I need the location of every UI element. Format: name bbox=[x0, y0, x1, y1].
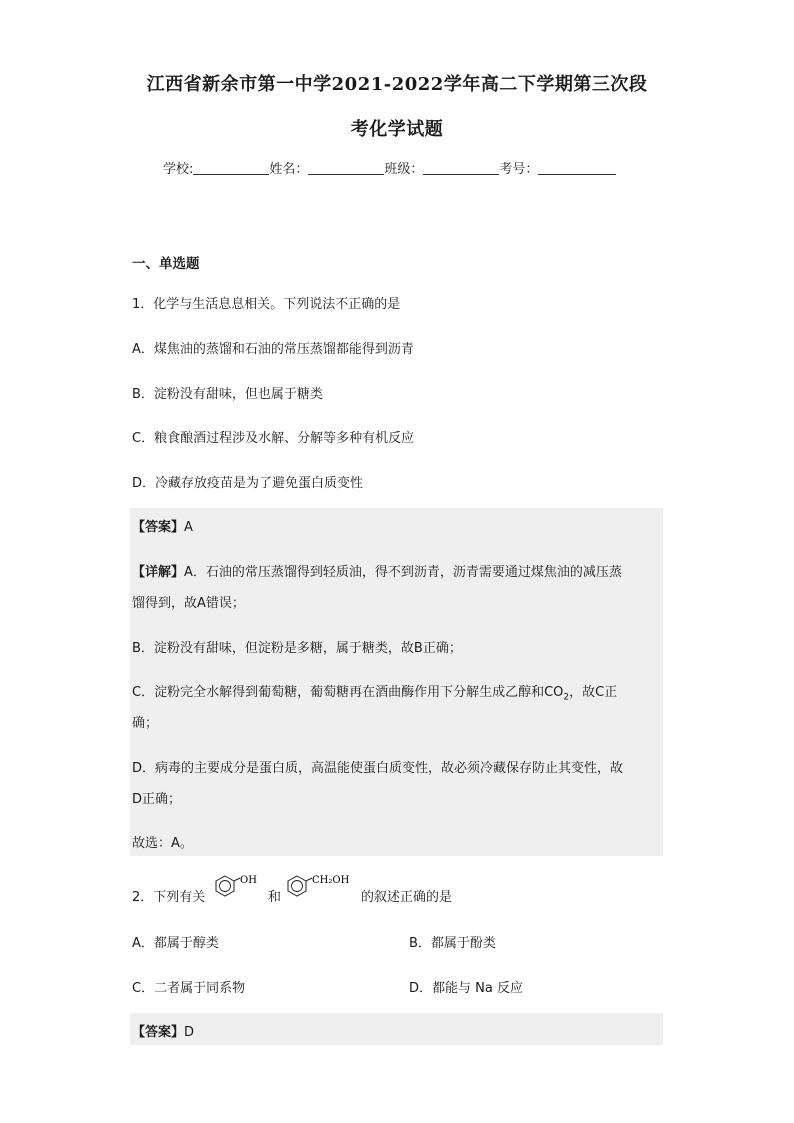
q2-option-a: A．都属于醇类 bbox=[132, 936, 219, 951]
phenol-oh-label: OH bbox=[240, 875, 257, 886]
q1-option-a: A．煤焦油的蒸馏和石油的常压蒸馏都能得到沥青 bbox=[132, 342, 414, 357]
class-label: 班级： bbox=[384, 162, 424, 177]
detail-label: 【详解】 bbox=[132, 565, 185, 580]
q1-conclusion: 故选：A。 bbox=[132, 836, 193, 851]
q2-answer-panel bbox=[130, 1013, 663, 1045]
q2-stem-post: 的叙述正确的是 bbox=[361, 890, 453, 905]
exam-no-label: 考号： bbox=[499, 162, 539, 177]
q2-stem-pre: 2．下列有关 bbox=[132, 890, 206, 905]
answer-value: A bbox=[184, 520, 193, 535]
q1-detail-a-line1 bbox=[132, 561, 622, 580]
section-heading-single-choice: 一、单选题 bbox=[132, 256, 200, 272]
q1-option-b: B．淀粉没有甜味，但也属于糖类 bbox=[132, 387, 323, 402]
detail-c-text: C．淀粉完全水解得到葡萄糖，葡萄糖再在酒曲酶作用下分解生成乙醇和CO bbox=[132, 685, 564, 700]
q1-answer bbox=[132, 516, 193, 535]
page-title-line2: 考化学试题 bbox=[350, 119, 444, 140]
name-label: 姓名： bbox=[269, 162, 309, 177]
q1-option-c: C．粮食酿酒过程涉及水解、分解等多种有机反应 bbox=[132, 431, 415, 446]
page-title-line1: 江西省新余市第一中学2021-2022学年高二下学期第三次段 bbox=[146, 74, 648, 95]
q2-option-c: C．二者属于同系物 bbox=[132, 981, 246, 996]
school-label: 学校: bbox=[163, 162, 194, 177]
q1-detail-c-line1 bbox=[132, 681, 617, 703]
q1-stem: 1．化学与生活息息相关。下列说法不正确的是 bbox=[132, 297, 401, 312]
answer-label: 【答案】 bbox=[132, 1025, 185, 1040]
school-blank[interactable] bbox=[193, 160, 269, 175]
benzyl-alcohol-structure-icon bbox=[287, 873, 359, 901]
co2-subscript: 2 bbox=[563, 692, 570, 703]
detail-a-text: A．石油的常压蒸馏得到轻质油，得不到沥青，沥青需要通过煤焦油的减压蒸 bbox=[184, 565, 622, 580]
q1-detail-a-line2: 馏得到，故A错误； bbox=[132, 596, 245, 611]
exam-no-blank[interactable] bbox=[538, 160, 616, 175]
student-info-row bbox=[163, 158, 616, 177]
q2-answer bbox=[132, 1021, 194, 1040]
class-blank[interactable] bbox=[423, 160, 499, 175]
q1-detail-c-line2: 确； bbox=[132, 716, 159, 731]
q2-stem-and: 和 bbox=[268, 890, 282, 905]
q1-detail-d-line1: D．病毒的主要成分是蛋白质，高温能使蛋白质变性，故必须冷藏保存防止其变性，故 bbox=[132, 761, 624, 776]
q2-option-b: B．都属于酚类 bbox=[409, 936, 496, 951]
q1-detail-d-line2: D正确； bbox=[132, 792, 182, 807]
phenol-structure-icon bbox=[215, 873, 265, 901]
answer-label: 【答案】 bbox=[132, 520, 185, 535]
answer-value: D bbox=[184, 1025, 195, 1040]
name-blank[interactable] bbox=[308, 160, 384, 175]
q2-option-d: D．都能与 Na 反应 bbox=[409, 981, 523, 996]
q1-option-d: D．冷藏存放疫苗是为了避免蛋白质变性 bbox=[132, 476, 364, 491]
detail-c-tail: ，故C正 bbox=[569, 685, 618, 700]
benzyl-ch2oh-label: CH₂OH bbox=[312, 875, 350, 886]
q1-detail-b: B．淀粉没有甜味，但淀粉是多糖，属于糖类，故B正确； bbox=[132, 641, 462, 656]
